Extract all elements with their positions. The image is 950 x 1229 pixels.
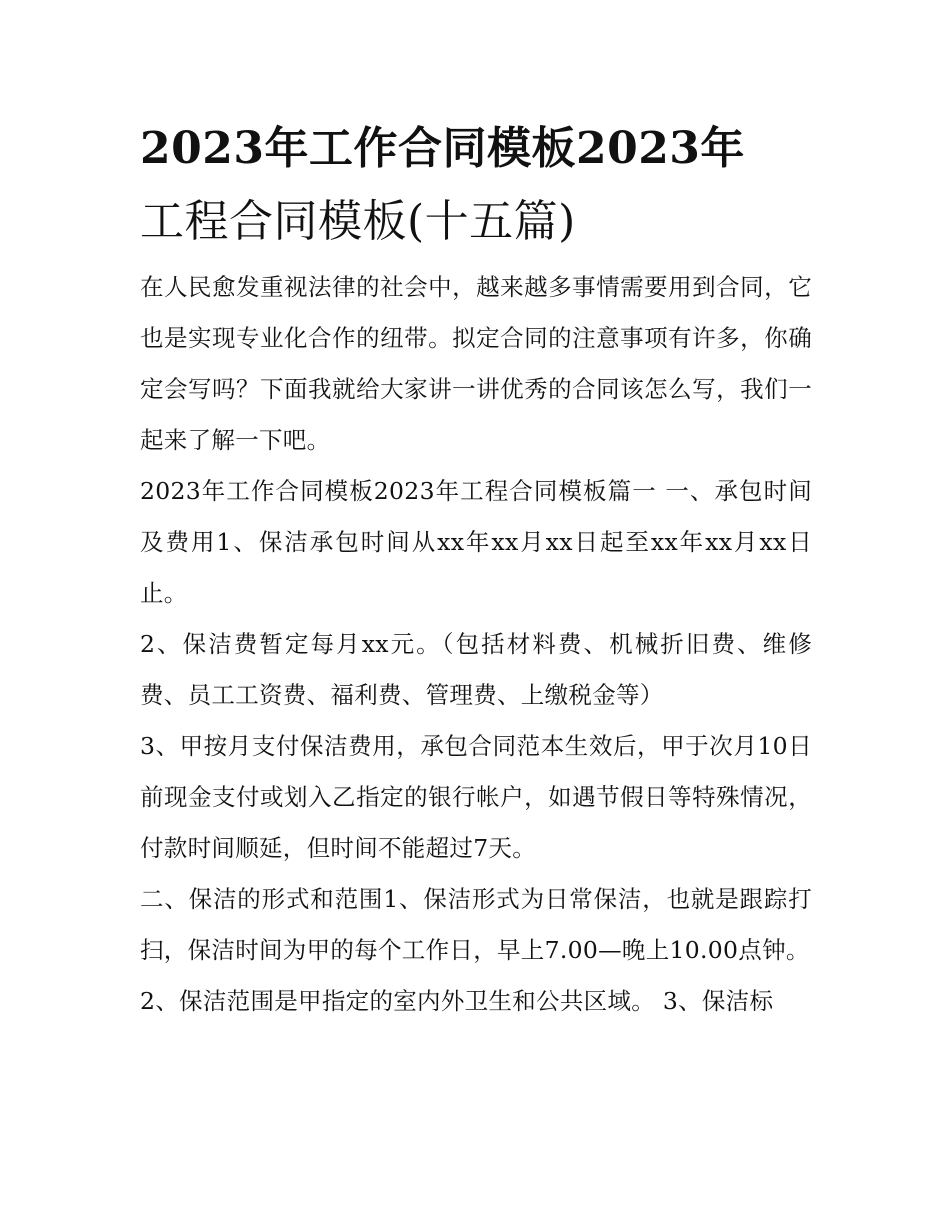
document-page	[140, 112, 812, 1027]
payment-paragraph: 3、甲按月支付保洁费用，承包合同范本生效后，甲于次月10日前现金支付或划入乙指定的银行帐户，如遇节假日等特殊情况，付款时间顺延，但时间不能超过7天。	[140, 732, 812, 862]
title-line-1: 2023年工作合同模板2023年	[140, 123, 745, 174]
document-title	[140, 112, 812, 258]
title-line-2: 工程合同模板(十五篇)	[140, 196, 576, 247]
fee-paragraph: 2、保洁费暂定每月xx元。（包括材料费、机械折旧费、维修费、员工工资费、福利费、管理费、上缴税金等）	[140, 630, 812, 709]
scope-paragraph: 2、保洁范围是甲指定的室内外卫生和公共区域。 3、保洁标	[140, 987, 774, 1015]
section-1-paragraph: 2023年工作合同模板2023年工程合同模板篇一 一、承包时间及费用1、保洁承包时间从xx年xx月xx日起至xx年xx月xx日止。	[140, 477, 812, 607]
section-2-paragraph: 二、保洁的形式和范围1、保洁形式为日常保洁，也就是跟踪打扫，保洁时间为甲的每个工作日，早上7.00—晚上10.00点钟。	[140, 885, 812, 964]
intro-paragraph: 在人民愈发重视法律的社会中，越来越多事情需要用到合同，它也是实现专业化合作的纽带。拟定合同的注意事项有许多，你确定会写吗？下面我就给大家讲一讲优秀的合同该怎么写，我们一起来了解一下吧。	[140, 273, 812, 454]
